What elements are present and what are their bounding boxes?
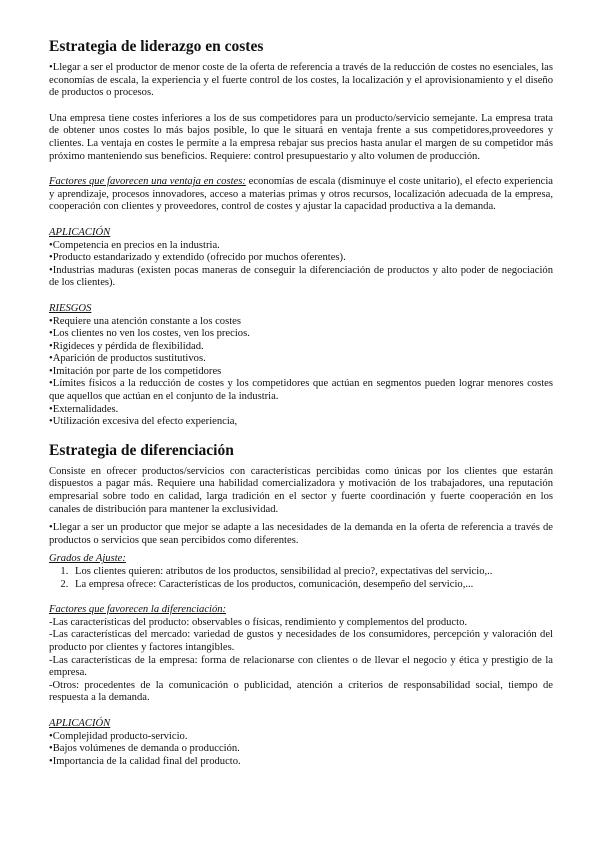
list-item: • Producto estandarizado y extendido (ofrecido por muchos oferentes). bbox=[49, 252, 553, 265]
list-item: • Aparición de productos sustitutivos. bbox=[49, 353, 553, 366]
grados-ajuste-list bbox=[49, 566, 553, 591]
riesgos-list bbox=[49, 316, 553, 429]
list-item: • Requiere una atención constante a los costes bbox=[49, 316, 553, 329]
list-item: • Complejidad producto-servicio. bbox=[49, 731, 553, 744]
list-item: -Las características del producto: observables o físicas, rendimiento y complementos del producto. bbox=[49, 616, 468, 628]
list-item: • Industrias maduras (existen pocas maneras de conseguir la diferenciación de productos y alto poder de negociación de los clientes). bbox=[49, 265, 553, 290]
intro-bullet-list bbox=[49, 62, 553, 100]
intro-bullet: • Llegar a ser el productor de menor coste de la oferta de referencia a través de la reducción de costes no esenciales, las economías de escala, la experiencia y el fuerte control de los costes, la localización y el aprovisionamiento y el diseño de productos o procesos. bbox=[49, 62, 553, 100]
list-item: • Imitación por parte de los competidores bbox=[49, 366, 553, 379]
costes-paragraph: Una empresa tiene costes inferiores a los de sus competidores para un producto/servicio semejante. La empresa trata de obtener unos costes lo más bajos posible, lo que le situará en ventaja frente a sus competidores,proveedores y clientes. La ventaja en costes le permite a la empresa rebajar sus precios hasta anular el margen de su competidor más próximo manteniendo sus beneficios. Requiere: control presupuestario y alto volumen de producción. bbox=[49, 112, 553, 162]
factores-diferenciacion-label: Factores que favorecen la diferenciación: bbox=[49, 604, 227, 616]
diferenciacion-bullet: • Llegar a ser un productor que mejor se adapte a las necesidades de la demanda en la oferta de referencia a través de productos o servicios que sean percibidos como diferentes. bbox=[49, 522, 553, 547]
diferenciacion-bullet-list bbox=[49, 522, 553, 547]
list-item: -Las características de la empresa: forma de relacionarse con clientes o de llevar el negocio y ética y prestigio de la empresa. bbox=[49, 654, 553, 679]
section-title-liderazgo-costes: Estrategia de liderazgo en costes bbox=[49, 38, 264, 55]
list-item: • Utilización excesiva del efecto experiencia, bbox=[49, 416, 553, 429]
list-item: 2. La empresa ofrece: Características de los productos, comunicación, desempeño del servicio,... bbox=[71, 579, 553, 592]
list-item: • Rigideces y pérdida de flexibilidad. bbox=[49, 341, 553, 354]
aplicacion-diferenciacion-label: APLICACIÓN bbox=[49, 717, 111, 729]
list-item: • Externalidades. bbox=[49, 404, 553, 417]
section-title-diferenciacion: Estrategia de diferenciación bbox=[49, 441, 234, 459]
factores-diferenciacion-list bbox=[49, 617, 553, 705]
aplicacion-costes-list bbox=[49, 240, 553, 290]
list-item: -Otros: procedentes de la comunicación o publicidad, atención a criterios de responsabilidad social, tiempo de respuesta a la demanda. bbox=[49, 679, 553, 704]
aplicacion-costes-label: APLICACIÓN bbox=[49, 226, 111, 238]
factores-costes-paragraph bbox=[49, 176, 553, 214]
list-item: • Bajos volúmenes de demanda o producción. bbox=[49, 743, 553, 756]
list-item: • Los clientes no ven los costes, ven los precios. bbox=[49, 328, 553, 341]
diferenciacion-paragraph: Consiste en ofrecer productos/servicios con características percibidas como únicas por los clientes que estarán dispuestos a pagar más. Requiere una habilidad comercializadora y motivación de los trabajadores, una reputación empresarial sobre todo en calidad, larga tradición en el sector y fuerte coordinación y fuerte cooperación en los canales de distribución para mantener la exclusividad. bbox=[49, 465, 553, 515]
document-page bbox=[49, 38, 553, 768]
list-item: 1. Los clientes quieren: atributos de los productos, sensibilidad al precio?, expectativas del servicio,.. bbox=[71, 566, 553, 579]
list-item: • Competencia en precios en la industria. bbox=[49, 240, 553, 253]
riesgos-label: RIESGOS bbox=[49, 302, 92, 314]
grados-ajuste-label: Grados de Ajuste: bbox=[49, 553, 126, 565]
list-item: • Límites físicos a la reducción de costes y los competidores que actúan en segmentos pueden lograr menores costes que aquellos que actúan en el conjunto de la industria. bbox=[49, 378, 553, 403]
list-item: • Importancia de la calidad final del producto. bbox=[49, 756, 553, 769]
factores-costes-text: economías de escala (disminuye el coste unitario), el efecto experiencia y aprendizaje, procesos innovadores, acceso a materias primas y otros recursos, localización adecuada de la empresa, cooperación con clientes y proveedores, control de costes y ajustar la capacidad productiva a la demanda. bbox=[49, 176, 554, 213]
factores-costes-label: Factores que favorecen una ventaja en costes: bbox=[49, 176, 246, 188]
aplicacion-diferenciacion-list bbox=[49, 731, 553, 769]
list-item: -Las características del mercado: variedad de gustos y necesidades de los consumidores, percepción y valoración del producto por clientes y factores intangibles. bbox=[49, 629, 553, 653]
